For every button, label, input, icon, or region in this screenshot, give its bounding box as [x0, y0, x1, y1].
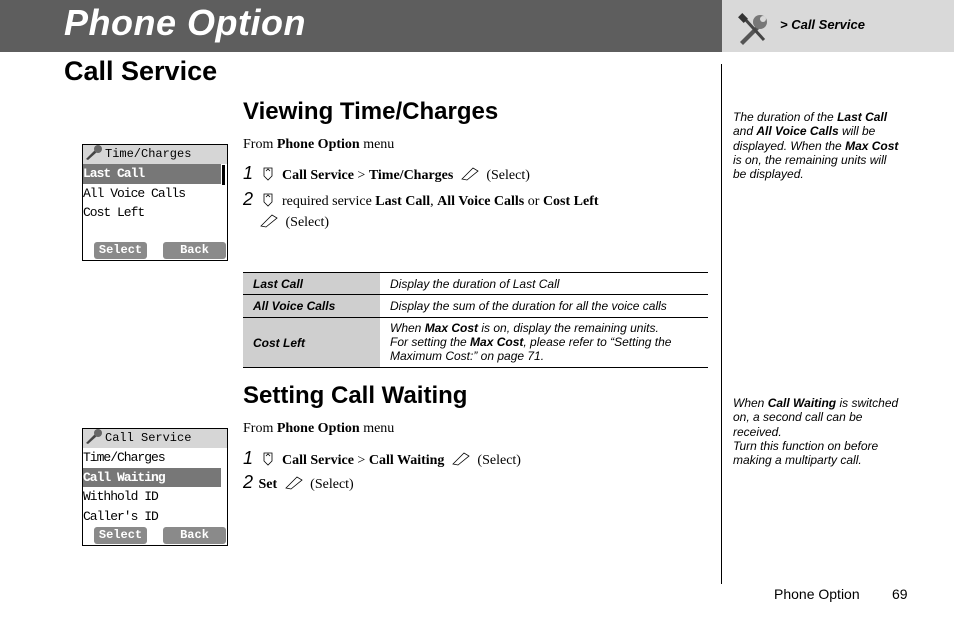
step-item-b: Call Waiting	[368, 453, 445, 468]
note-bold: Max Cost	[845, 138, 899, 153]
table-key: All Voice Calls	[243, 295, 380, 318]
select-key-icon	[260, 214, 278, 228]
step-item-b: All Voice Calls	[437, 194, 525, 209]
phone-menu-item[interactable]: Last Call	[83, 164, 221, 184]
viewing-step-2-select	[256, 214, 329, 231]
step-item-a: Call Service	[282, 453, 354, 468]
from-suffix: menu	[359, 137, 395, 152]
note-text: When	[733, 396, 768, 410]
phone-menu-item[interactable]: Caller's ID	[83, 508, 158, 524]
table-value: Display the duration of Last Call	[380, 273, 708, 295]
step-item-a: Set	[258, 477, 278, 492]
phone-menu-item[interactable]: Call Waiting	[83, 468, 221, 488]
phone-menu-item[interactable]: Cost Left	[83, 205, 145, 220]
waiting-step-2	[243, 472, 354, 493]
step-or: or	[524, 194, 543, 209]
waiting-from-line	[243, 421, 394, 437]
step-sep: >	[353, 453, 369, 468]
select-key-icon	[285, 476, 303, 490]
viewing-step-1	[243, 163, 530, 184]
note-text: is on, the remaining units will be displayed.	[733, 152, 887, 182]
column-divider	[721, 64, 722, 584]
phone-menu-item[interactable]: All Voice Calls	[83, 185, 186, 201]
step-item-c: Cost Left	[542, 194, 599, 209]
step-number: 2	[243, 472, 254, 492]
note-text: is switched on, a second call can be received.	[733, 396, 899, 439]
header-bar	[0, 0, 722, 52]
section-title: Call Service	[64, 56, 218, 86]
from-menu: Phone Option	[276, 421, 360, 436]
side-note-viewing	[733, 110, 903, 181]
wrench-icon	[85, 429, 103, 444]
step-text: required service	[282, 194, 376, 209]
table-value-text: is on, display the remaining units.	[478, 321, 659, 335]
soft-key-select[interactable]: Select	[94, 242, 147, 259]
note-bold: Call Waiting	[767, 396, 837, 410]
breadcrumb: > Call Service	[780, 17, 865, 32]
step-item-b: Time/Charges	[368, 168, 454, 183]
step-sep: >	[353, 168, 369, 183]
phone-screen-title	[83, 429, 227, 448]
step-select: (Select)	[310, 477, 354, 492]
phone-screen-time-charges	[82, 144, 228, 261]
phone-menu-item[interactable]: Time/Charges	[83, 450, 165, 465]
table-row	[243, 318, 708, 368]
navigation-key-icon	[261, 193, 275, 207]
phone-title-text: Call Service	[105, 431, 192, 445]
select-key-icon	[452, 452, 470, 466]
wrench-screwdriver-icon	[736, 12, 770, 46]
select-key-icon	[461, 167, 479, 181]
from-prefix: From	[243, 137, 277, 152]
table-key: Cost Left	[243, 318, 380, 368]
table-value: Display the sum of the duration for all the voice calls	[380, 295, 708, 318]
phone-title-text: Time/Charges	[105, 147, 192, 161]
step-number: 2	[243, 189, 254, 209]
viewing-step-2	[243, 189, 599, 210]
soft-key-select[interactable]: Select	[94, 527, 147, 544]
table-row	[243, 273, 708, 295]
soft-key-back[interactable]: Back	[163, 242, 226, 259]
from-suffix: menu	[359, 421, 395, 436]
soft-key-back[interactable]: Back	[163, 527, 226, 544]
footer-label: Phone Option	[774, 586, 860, 602]
step-select: (Select)	[285, 215, 330, 230]
note-text: and	[733, 124, 757, 139]
side-note-waiting	[733, 396, 903, 467]
from-menu: Phone Option	[276, 137, 360, 152]
table-value-text: For setting the	[390, 335, 471, 349]
wrench-icon	[85, 145, 103, 160]
step-select: (Select)	[486, 168, 530, 183]
note-text: The duration of the	[733, 110, 838, 124]
navigation-key-icon	[261, 452, 275, 466]
step-comma: ,	[430, 194, 438, 209]
table-value-text: , please refer to “Setting the	[523, 335, 672, 349]
table-value-text: When	[390, 321, 425, 335]
waiting-step-1	[243, 448, 521, 469]
options-table	[243, 272, 708, 368]
page-title: Phone Option	[64, 2, 306, 43]
table-key: Last Call	[243, 273, 380, 295]
table-value-bold: Max Cost	[470, 335, 524, 349]
table-row	[243, 295, 708, 318]
step-item-a: Last Call	[375, 194, 431, 209]
table-value-text: Maximum Cost:” on page 71.	[390, 349, 545, 363]
viewing-title: Viewing Time/Charges	[243, 98, 499, 125]
phone-scrollbar	[222, 165, 225, 185]
phone-screen-title	[83, 145, 227, 164]
note-text: will be displayed. When the	[733, 124, 876, 153]
step-number: 1	[243, 448, 254, 468]
viewing-from-line	[243, 137, 394, 153]
header-breadcrumb-area	[722, 0, 954, 52]
waiting-title: Setting Call Waiting	[243, 382, 468, 409]
phone-menu-item[interactable]: Withhold ID	[83, 489, 158, 504]
note-bold: All Voice Calls	[756, 124, 839, 139]
from-prefix: From	[243, 421, 277, 436]
step-number: 1	[243, 163, 254, 183]
navigation-key-icon	[261, 167, 275, 181]
note-bold: Last Call	[837, 110, 888, 124]
phone-screen-call-service	[82, 428, 228, 546]
step-select: (Select)	[477, 453, 521, 468]
table-value-bold: Max Cost	[424, 321, 479, 335]
page-number: 69	[892, 586, 908, 602]
step-item-a: Call Service	[282, 168, 354, 183]
table-value	[380, 318, 708, 368]
note-text: Turn this function on before making a multiparty call.	[733, 438, 879, 468]
